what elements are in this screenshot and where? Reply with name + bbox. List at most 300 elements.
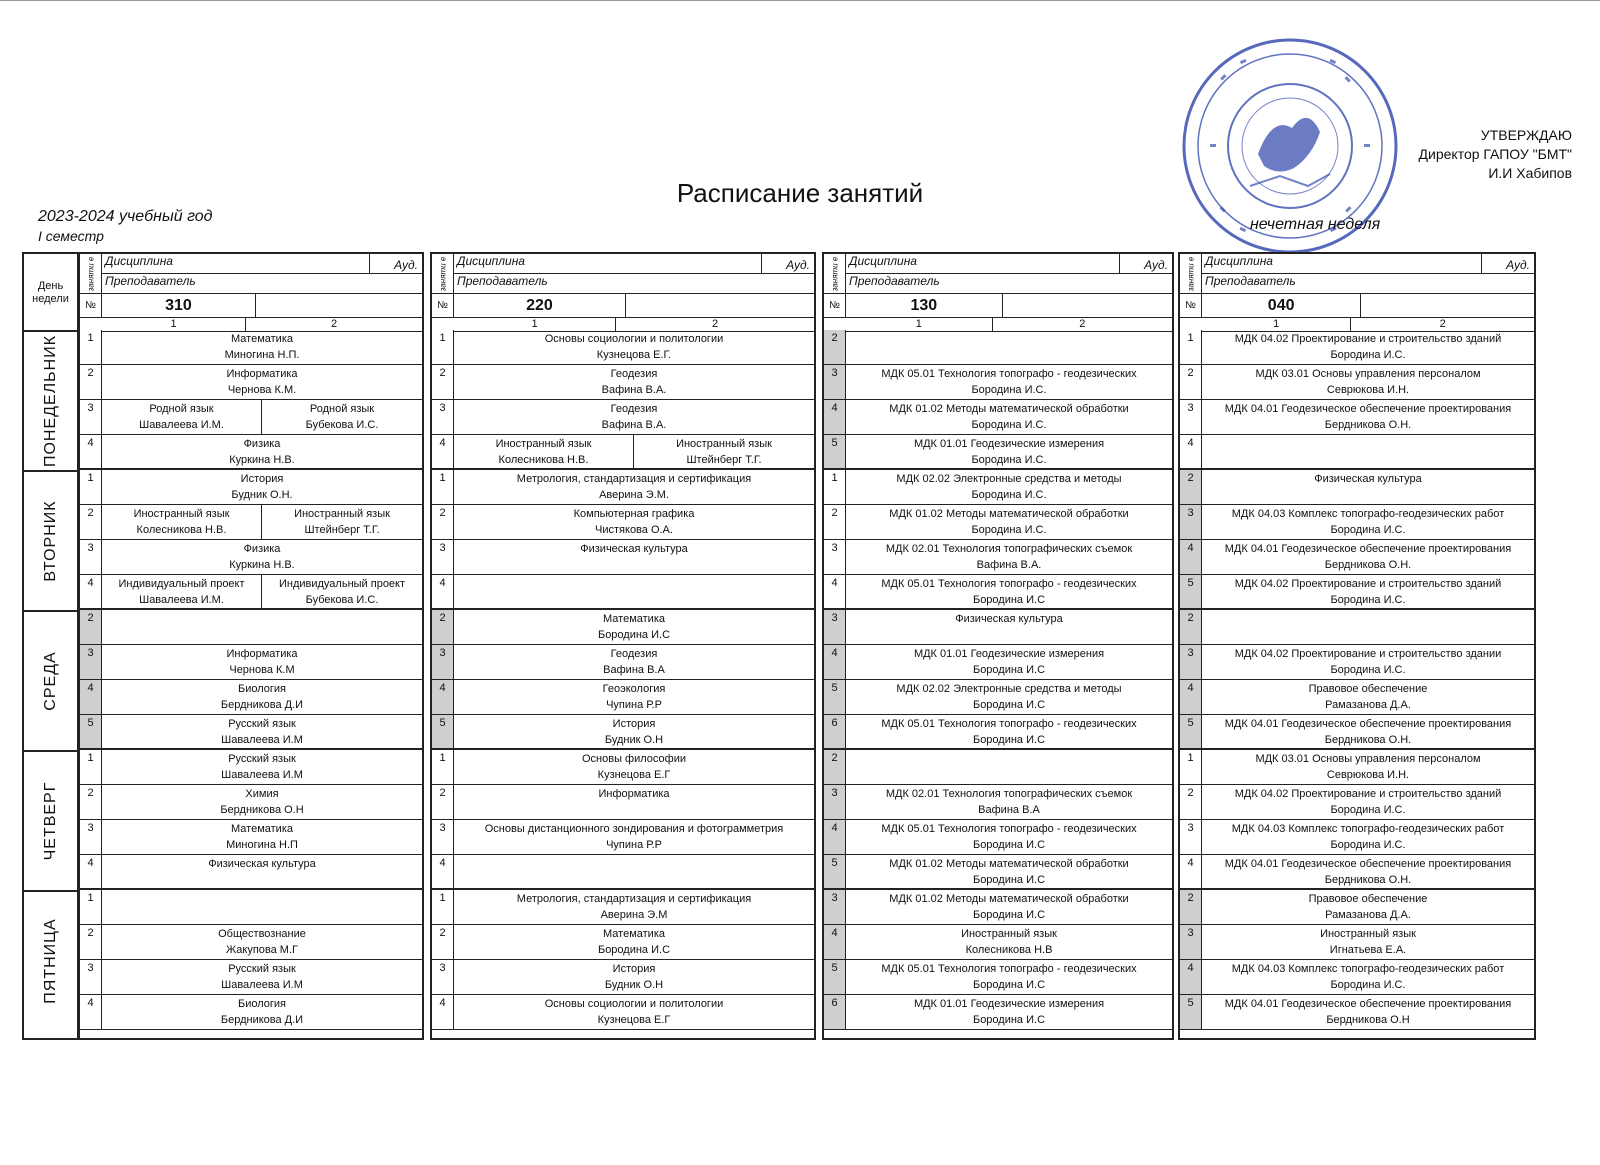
lesson-number: 1 bbox=[80, 890, 102, 924]
teacher: Бородина И.С. bbox=[971, 489, 1047, 501]
lesson-row bbox=[1180, 855, 1534, 890]
lesson-row bbox=[824, 680, 1172, 715]
teacher-header bbox=[102, 274, 422, 294]
discipline-header bbox=[1202, 254, 1534, 274]
top-border bbox=[0, 0, 1600, 1]
teacher: Колесникова Н.В. bbox=[498, 454, 589, 466]
lesson-number: 2 bbox=[80, 505, 102, 539]
room-label: Ауд. bbox=[786, 258, 810, 272]
discipline: Иностранный язык bbox=[676, 438, 772, 450]
lesson-cell bbox=[846, 715, 1172, 748]
lesson-row bbox=[432, 645, 814, 680]
discipline: Основы дистанционного зондирования и фотограмметрия bbox=[484, 823, 784, 835]
lesson-cell bbox=[454, 540, 814, 574]
lesson-row bbox=[824, 995, 1172, 1030]
group-header bbox=[80, 254, 422, 332]
teacher: Будник О.Н bbox=[604, 979, 664, 991]
lesson-cell bbox=[846, 400, 1172, 434]
lesson-cell bbox=[846, 610, 1172, 644]
teacher-label: Преподаватель bbox=[849, 274, 940, 288]
lesson-row bbox=[80, 750, 422, 785]
lesson-row bbox=[824, 435, 1172, 470]
teacher: Кузнецова Е.Г. bbox=[596, 349, 672, 361]
discipline: МДК 04.03 Комплекс топографо-геодезических работ bbox=[1231, 963, 1505, 975]
lesson-number: 1 bbox=[80, 750, 102, 784]
lesson-number: 1 bbox=[824, 470, 846, 504]
subgroup-2: 2 bbox=[711, 318, 719, 330]
discipline-header bbox=[846, 254, 1172, 274]
lesson-row bbox=[824, 715, 1172, 750]
discipline: МДК 04.03 Комплекс топографо-геодезических работ bbox=[1231, 823, 1505, 835]
lesson-number-header-label: заняти е bbox=[86, 256, 95, 291]
lesson-cell bbox=[454, 715, 814, 748]
lesson-number: 2 bbox=[80, 610, 102, 644]
group-block bbox=[1178, 252, 1536, 1040]
discipline: Физическая культура bbox=[955, 613, 1063, 625]
lesson-number: 1 bbox=[432, 330, 454, 364]
discipline: МДК 05.01 Технология топографо - геодезических bbox=[881, 578, 1137, 590]
room-label: Ауд. bbox=[394, 258, 418, 272]
lesson-number: 3 bbox=[1180, 925, 1202, 959]
lesson-number: 5 bbox=[824, 435, 846, 468]
lesson-number: 2 bbox=[824, 750, 846, 784]
lesson-row bbox=[80, 960, 422, 995]
lesson-row bbox=[1180, 470, 1534, 505]
discipline: Биология bbox=[237, 683, 286, 695]
day-name: ВТОРНИК bbox=[41, 500, 59, 582]
lesson-cell bbox=[1202, 365, 1534, 399]
discipline: Обществознание bbox=[218, 928, 306, 940]
lesson-number: 4 bbox=[824, 400, 846, 434]
discipline: Информатика bbox=[226, 648, 298, 660]
lesson-number: 4 bbox=[80, 855, 102, 888]
teacher: Игнатьева Е.А. bbox=[1329, 944, 1407, 956]
lesson-row bbox=[432, 365, 814, 400]
day-name: ПОНЕДЕЛЬНИК bbox=[41, 334, 59, 468]
discipline: Русский язык bbox=[228, 963, 296, 975]
discipline: МДК 01.01 Геодезические измерения bbox=[913, 998, 1105, 1010]
lesson-row bbox=[824, 855, 1172, 890]
discipline: Геодезия bbox=[610, 403, 658, 415]
day-column bbox=[22, 252, 78, 1040]
discipline-label: Дисциплина bbox=[457, 254, 525, 268]
discipline: МДК 02.01 Технология топографических съемок bbox=[885, 543, 1133, 555]
teacher: Бердникова О.Н. bbox=[1324, 734, 1412, 746]
lesson-number: 2 bbox=[80, 365, 102, 399]
teacher: Будник О.Н bbox=[604, 734, 664, 746]
lesson-number: 3 bbox=[80, 400, 102, 434]
room-label: Ауд. bbox=[1144, 258, 1168, 272]
lesson-number: 4 bbox=[80, 995, 102, 1029]
lesson-number: 3 bbox=[1180, 400, 1202, 434]
teacher: Бородина И.С bbox=[597, 629, 671, 641]
discipline: Компьютерная графика bbox=[573, 508, 695, 520]
lesson-number: 1 bbox=[1180, 750, 1202, 784]
lesson-row bbox=[80, 680, 422, 715]
teacher: Чернова К.М. bbox=[227, 384, 297, 396]
lesson-row bbox=[1180, 610, 1534, 645]
lesson-row bbox=[432, 785, 814, 820]
lesson-row bbox=[1180, 505, 1534, 540]
subgroup-2: 2 bbox=[330, 318, 338, 330]
lesson-cell bbox=[846, 855, 1172, 888]
lesson-cell bbox=[846, 365, 1172, 399]
teacher: Бердникова О.Н. bbox=[1324, 874, 1412, 886]
lesson-cell bbox=[1202, 925, 1534, 959]
subgroup-1: 1 bbox=[102, 318, 246, 332]
subgroup-2-lesson bbox=[262, 400, 422, 434]
room-divider bbox=[761, 254, 762, 274]
day-name-cell bbox=[24, 750, 77, 890]
lesson-cell bbox=[102, 785, 422, 819]
lesson-cell bbox=[846, 645, 1172, 679]
subgroup-2: 2 bbox=[1439, 318, 1446, 330]
lesson-number: 4 bbox=[432, 435, 454, 468]
lesson-cell bbox=[454, 400, 814, 434]
lesson-row bbox=[1180, 715, 1534, 750]
teacher: Бердникова О.Н bbox=[220, 804, 304, 816]
lesson-row bbox=[1180, 575, 1534, 610]
lesson-cell bbox=[454, 820, 814, 854]
lesson-number: 4 bbox=[432, 680, 454, 714]
subgroup-2: 2 bbox=[1079, 318, 1086, 330]
teacher: Куркина Н.В. bbox=[229, 559, 295, 571]
lesson-cell bbox=[846, 925, 1172, 959]
discipline: МДК 04.01 Геодезическое обеспечение проектирования bbox=[1224, 403, 1512, 415]
teacher: Бородина И.С. bbox=[1330, 664, 1406, 676]
lesson-cell bbox=[846, 505, 1172, 539]
lesson-number: 6 bbox=[824, 715, 846, 748]
teacher: Бородина И.С bbox=[597, 944, 671, 956]
teacher: Миногина Н.П bbox=[226, 839, 298, 851]
lesson-row bbox=[824, 785, 1172, 820]
lesson-cell bbox=[102, 995, 422, 1029]
discipline: Родной язык bbox=[149, 403, 214, 415]
lesson-row bbox=[432, 855, 814, 890]
subgroup-2-lesson bbox=[262, 505, 422, 539]
teacher: Бородина И.С. bbox=[971, 524, 1047, 536]
discipline-header bbox=[102, 254, 422, 274]
lesson-cell bbox=[846, 540, 1172, 574]
discipline: МДК 04.02 Проектирование и строительство зданий bbox=[1234, 788, 1502, 800]
discipline: МДК 01.02 Методы математической обработки bbox=[889, 403, 1129, 415]
discipline: Основы философии bbox=[582, 753, 686, 765]
teacher: Рамазанова Д.А. bbox=[1325, 699, 1411, 711]
teacher: Бердникова О.Н. bbox=[1324, 419, 1412, 431]
subgroup-1-lesson bbox=[454, 435, 634, 468]
lesson-number: 4 bbox=[824, 925, 846, 959]
discipline: Физическая культура bbox=[580, 543, 688, 555]
teacher: Бородина И.С. bbox=[1330, 839, 1406, 851]
discipline: Русский язык bbox=[228, 753, 296, 765]
teacher: Кузнецова Е.Г bbox=[597, 769, 671, 781]
lesson-row bbox=[80, 785, 422, 820]
lesson-row bbox=[1180, 995, 1534, 1030]
lesson-row bbox=[824, 575, 1172, 610]
lesson-cell bbox=[102, 855, 422, 888]
lesson-number: 4 bbox=[80, 680, 102, 714]
discipline: Химия bbox=[245, 788, 279, 800]
lesson-number: 2 bbox=[432, 785, 454, 819]
lesson-cell bbox=[846, 575, 1172, 608]
group-number: 310 bbox=[102, 294, 256, 318]
lesson-row bbox=[80, 995, 422, 1030]
lesson-cell bbox=[1202, 820, 1534, 854]
teacher: Бородина И.С. bbox=[1330, 594, 1406, 606]
lesson-number: 1 bbox=[432, 750, 454, 784]
lesson-row bbox=[1180, 365, 1534, 400]
discipline: Информатика bbox=[226, 368, 298, 380]
lesson-number: 4 bbox=[1180, 855, 1202, 888]
lesson-number: 3 bbox=[432, 820, 454, 854]
lesson-cell bbox=[454, 505, 814, 539]
lesson-cell bbox=[846, 680, 1172, 714]
lesson-number-header-label: заняти е bbox=[1186, 256, 1195, 291]
number-sign: № bbox=[80, 294, 102, 318]
subgroup-2-lesson bbox=[634, 435, 814, 468]
lesson-cell bbox=[454, 575, 814, 608]
lesson-cell bbox=[846, 435, 1172, 468]
teacher: Вафина В.А. bbox=[601, 384, 667, 396]
lesson-number: 5 bbox=[1180, 995, 1202, 1029]
approval-block bbox=[1419, 126, 1572, 183]
number-sign: № bbox=[824, 294, 846, 318]
teacher: Шавалеева И.М bbox=[221, 769, 303, 781]
group-number: 040 bbox=[1202, 294, 1361, 318]
teacher: Шавалеева И.М bbox=[221, 979, 303, 991]
day-name-cell bbox=[24, 470, 77, 610]
discipline: МДК 02.02 Электронные средства и методы bbox=[896, 473, 1122, 485]
teacher: Штейнберг Т.Г. bbox=[686, 454, 762, 466]
lesson-number: 2 bbox=[1180, 365, 1202, 399]
teacher: Чупина Р.Р bbox=[606, 839, 662, 851]
teacher: Чупина Р.Р bbox=[606, 699, 662, 711]
lesson-cell bbox=[454, 750, 814, 784]
lesson-number: 2 bbox=[432, 925, 454, 959]
lesson-number: 3 bbox=[80, 820, 102, 854]
discipline: Основы социологии и политологии bbox=[544, 998, 724, 1010]
teacher: Аверина Э.М bbox=[600, 909, 668, 921]
approve-line-3: И.И Хабипов bbox=[1488, 165, 1572, 181]
lesson-number: 1 bbox=[432, 890, 454, 924]
lesson-cell bbox=[102, 435, 422, 468]
group-header bbox=[432, 254, 814, 332]
teacher: Бородина И.С bbox=[972, 699, 1046, 711]
lesson-cell bbox=[454, 855, 814, 888]
discipline: МДК 01.02 Методы математической обработки bbox=[889, 508, 1129, 520]
lesson-cell bbox=[846, 820, 1172, 854]
lesson-row bbox=[824, 505, 1172, 540]
lesson-cell bbox=[1202, 470, 1534, 504]
day-name-cell bbox=[24, 330, 77, 470]
lesson-row bbox=[80, 715, 422, 750]
lesson-row bbox=[824, 925, 1172, 960]
lesson-number-header bbox=[80, 254, 102, 294]
discipline: История bbox=[612, 963, 656, 975]
teacher-header bbox=[454, 274, 814, 294]
teacher: Аверина Э.М. bbox=[599, 489, 669, 501]
discipline-label: Дисциплина bbox=[1205, 254, 1273, 268]
teacher: Бубекова И.С. bbox=[305, 419, 379, 431]
discipline: Основы социологии и политологии bbox=[544, 333, 724, 345]
group-block bbox=[822, 252, 1174, 1040]
lesson-cell bbox=[102, 680, 422, 714]
teacher-label: Преподаватель bbox=[105, 274, 196, 288]
teacher: Бородина И.С. bbox=[1330, 349, 1406, 361]
discipline-header bbox=[454, 254, 814, 274]
lesson-cell bbox=[846, 960, 1172, 994]
lesson-number: 4 bbox=[432, 995, 454, 1029]
lesson-row bbox=[432, 750, 814, 785]
lesson-number: 3 bbox=[432, 400, 454, 434]
lesson-row bbox=[80, 890, 422, 925]
lesson-row bbox=[1180, 820, 1534, 855]
lesson-row bbox=[80, 540, 422, 575]
academic-year: 2023-2024 учебный год bbox=[38, 208, 213, 225]
lesson-number: 3 bbox=[432, 645, 454, 679]
day-name-cell bbox=[24, 890, 77, 1030]
teacher: Бородина И.С. bbox=[971, 384, 1047, 396]
teacher: Кузнецова Е.Г bbox=[597, 1014, 671, 1026]
lesson-row bbox=[80, 820, 422, 855]
lesson-number: 3 bbox=[80, 960, 102, 994]
lesson-number-header bbox=[1180, 254, 1202, 294]
lesson-cell bbox=[846, 330, 1172, 364]
lesson-row bbox=[80, 330, 422, 365]
lesson-row bbox=[432, 995, 814, 1030]
lesson-number: 2 bbox=[824, 330, 846, 364]
discipline: МДК 02.01 Технология топографических съемок bbox=[885, 788, 1133, 800]
teacher: Бердникова О.Н bbox=[1326, 1014, 1410, 1026]
lesson-number: 3 bbox=[432, 960, 454, 994]
discipline: МДК 05.01 Технология топографо - геодезических bbox=[881, 368, 1137, 380]
discipline: Метрология, стандартизация и сертификация bbox=[516, 473, 752, 485]
subgroup-1-lesson bbox=[102, 505, 262, 539]
lesson-row bbox=[432, 400, 814, 435]
teacher: Куркина Н.В. bbox=[229, 454, 295, 466]
discipline: Математика bbox=[603, 613, 665, 625]
discipline: МДК 04.02 Проектирование и строительство зданий bbox=[1234, 333, 1502, 345]
lesson-cell bbox=[102, 890, 422, 924]
lesson-cell bbox=[102, 540, 422, 574]
lesson-number: 2 bbox=[80, 925, 102, 959]
room-divider bbox=[1119, 254, 1120, 274]
discipline: МДК 01.02 Методы математической обработки bbox=[889, 858, 1129, 870]
lesson-number: 1 bbox=[80, 330, 102, 364]
lesson-number: 5 bbox=[1180, 575, 1202, 608]
lesson-row bbox=[80, 610, 422, 645]
lesson-row bbox=[824, 820, 1172, 855]
teacher-header bbox=[846, 274, 1172, 294]
discipline-label: Дисциплина bbox=[105, 254, 173, 268]
lesson-cell bbox=[102, 820, 422, 854]
group-number: 220 bbox=[454, 294, 626, 318]
day-name: ПЯТНИЦА bbox=[41, 918, 59, 1004]
lesson-row bbox=[824, 890, 1172, 925]
lesson-number: 5 bbox=[1180, 715, 1202, 748]
lesson-number: 2 bbox=[432, 505, 454, 539]
lesson-row bbox=[1180, 750, 1534, 785]
lesson-number: 4 bbox=[824, 645, 846, 679]
group-number-row bbox=[824, 294, 1172, 318]
discipline: Математика bbox=[231, 333, 293, 345]
lesson-number: 6 bbox=[824, 995, 846, 1029]
subgroup-1: 1 bbox=[846, 318, 993, 332]
discipline: Правовое обеспечение bbox=[1308, 893, 1428, 905]
lesson-number: 5 bbox=[432, 715, 454, 748]
teacher: Бородина И.С bbox=[972, 839, 1046, 851]
teacher: Будник О.Н. bbox=[231, 489, 293, 501]
lesson-number-header bbox=[432, 254, 454, 294]
lesson-cell bbox=[846, 890, 1172, 924]
lesson-cell bbox=[454, 960, 814, 994]
discipline: Русский язык bbox=[228, 718, 296, 730]
room-label: Ауд. bbox=[1506, 258, 1530, 272]
lesson-row bbox=[824, 470, 1172, 505]
lesson-number: 5 bbox=[824, 855, 846, 888]
lesson-number: 5 bbox=[824, 680, 846, 714]
group-block bbox=[430, 252, 816, 1040]
lesson-row bbox=[80, 925, 422, 960]
lesson-number: 4 bbox=[1180, 960, 1202, 994]
week-label: нечетная неделя bbox=[1250, 216, 1381, 233]
lesson-row bbox=[1180, 540, 1534, 575]
lesson-cell bbox=[1202, 890, 1534, 924]
lesson-number: 3 bbox=[824, 785, 846, 819]
subgroup-1-lesson bbox=[102, 575, 262, 608]
lesson-cell bbox=[454, 330, 814, 364]
lesson-number: 2 bbox=[432, 365, 454, 399]
lesson-number: 2 bbox=[432, 610, 454, 644]
lesson-row bbox=[1180, 330, 1534, 365]
lesson-row bbox=[80, 435, 422, 470]
lesson-row bbox=[432, 890, 814, 925]
discipline: МДК 01.02 Методы математической обработки bbox=[889, 893, 1129, 905]
lesson-row bbox=[432, 715, 814, 750]
teacher: Чистякова О.А. bbox=[595, 524, 673, 536]
discipline: Математика bbox=[603, 928, 665, 940]
discipline: Правовое обеспечение bbox=[1308, 683, 1428, 695]
discipline: МДК 04.01 Геодезическое обеспечение проектирования bbox=[1224, 543, 1512, 555]
teacher: Колесникова Н.В. bbox=[136, 524, 227, 536]
teacher: Бородина И.С bbox=[972, 1014, 1046, 1026]
discipline: Иностранный язык bbox=[1320, 928, 1416, 940]
teacher: Бердникова Д.И bbox=[220, 1014, 304, 1026]
lesson-row bbox=[1180, 645, 1534, 680]
discipline: МДК 03.01 Основы управления персоналом bbox=[1255, 753, 1481, 765]
lesson-cell bbox=[102, 750, 422, 784]
teacher: Бородина И.С bbox=[972, 979, 1046, 991]
lesson-row bbox=[824, 645, 1172, 680]
subgroup-2-lesson bbox=[262, 575, 422, 608]
teacher: Вафина В.А bbox=[603, 664, 665, 676]
discipline: МДК 01.01 Геодезические измерения bbox=[913, 648, 1105, 660]
discipline: Иностранный язык bbox=[294, 508, 390, 520]
lesson-row bbox=[432, 540, 814, 575]
subgroup-1: 1 bbox=[454, 318, 616, 332]
teacher-label: Преподаватель bbox=[1205, 274, 1296, 288]
lesson-number: 3 bbox=[824, 610, 846, 644]
discipline: Биология bbox=[237, 998, 286, 1010]
lesson-row bbox=[80, 575, 422, 610]
lesson-cell bbox=[1202, 855, 1534, 888]
discipline: Геоэкология bbox=[602, 683, 666, 695]
lesson-number: 4 bbox=[824, 575, 846, 608]
lesson-row bbox=[824, 365, 1172, 400]
subgroup-1: 1 bbox=[1202, 318, 1351, 332]
lesson-cell bbox=[102, 330, 422, 364]
lesson-number: 5 bbox=[80, 715, 102, 748]
